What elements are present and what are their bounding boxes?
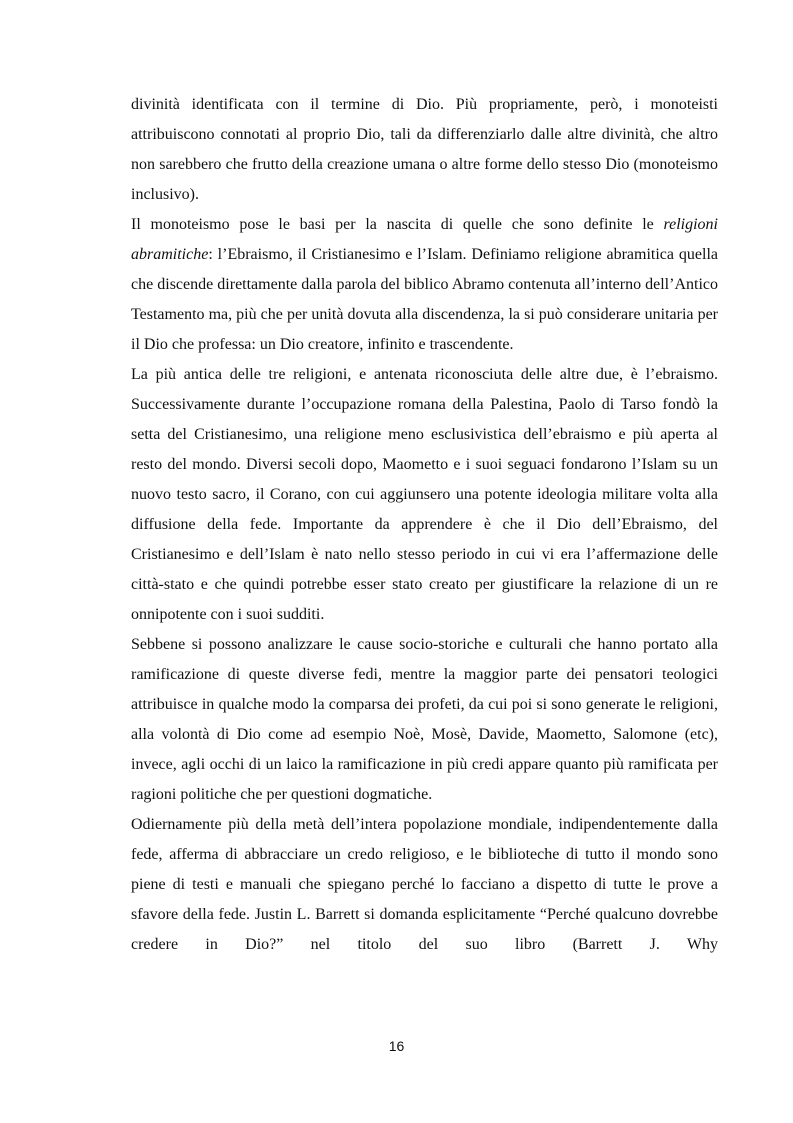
paragraph (131, 630, 718, 810)
page-body (131, 90, 718, 960)
italic-term: religioni abramitiche (131, 216, 718, 263)
text-run: : l’Ebraismo, il Cristianesimo e l’Islam. Definiamo religione abramitica quella che discende direttamente dalla parola del biblico Abramo contenuta all’interno dell’Antico Testamento ma, più che per unità dovuta alla discendenza, la si può considerare unitaria per il Dio che professa: un Dio creatore, infinito e trascendente. (131, 246, 718, 353)
text-run: La più antica delle tre religioni, e antenata riconosciuta delle altre due, è l’ebraismo. Successivamente durante l’occupazione romana della Palestina, Paolo di Tarso fondò la setta del Cristianesimo, una religione meno esclusivistica dell’ebraismo e più aperta al resto del mondo. Diversi secoli dopo, Maometto e i suoi seguaci fondarono l’Islam su un nuovo testo sacro, il Corano, con cui aggiunsero una potente ideologia militare volta alla diffusione della fede. Importante da apprendere è che il Dio dell’Ebraismo, del Cristianesimo e dell’Islam è nato nello stesso periodo in cui vi era l’affermazione delle città-stato e che quindi potrebbe esser stato creato per giustificare la relazione di un re onnipotente con i suoi sudditi. (131, 366, 718, 623)
text-run: Sebbene si possono analizzare le cause socio-storiche e culturali che hanno portato alla ramificazione di queste diverse fedi, mentre la maggior parte dei pensatori teologici attribuisce in qualche modo la comparsa dei profeti, da cui poi si sono generate le religioni, alla volontà di Dio come ad esempio Noè, Mosè, Davide, Maometto, Salomone (etc), invece, agli occhi di un laico la ramificazione in più credi appare quanto più ramificata per ragioni politiche che per questioni dogmatiche. (131, 636, 718, 803)
paragraph (131, 810, 718, 960)
text-run: Odiernamente più della metà dell’intera popolazione mondiale, indipendentemente dalla fede, afferma di abbracciare un credo religioso, e le biblioteche di tutto il mondo sono piene di testi e manuali che spiegano perché lo facciano a dispetto di tutte le prove a sfavore della fede. Justin L. Barrett si domanda esplicitamente “Perché qualcuno dovrebbe credere in Dio?” nel titolo del suo libro (Barrett J. Why (131, 816, 718, 953)
paragraph (131, 360, 718, 630)
paragraph (131, 90, 718, 210)
paragraph (131, 210, 718, 360)
page-number: 16 (388, 1038, 405, 1054)
text-run: divinità identificata con il termine di Dio. Più propriamente, però, i monoteisti attribuiscono connotati al proprio Dio, tali da differenziarlo dalle altre divinità, che altro non sarebbero che frutto della creazione umana o altre forme dello stesso Dio (monoteismo inclusivo). (131, 96, 718, 203)
text-run: Il monoteismo pose le basi per la nascita di quelle che sono definite le (131, 216, 664, 233)
